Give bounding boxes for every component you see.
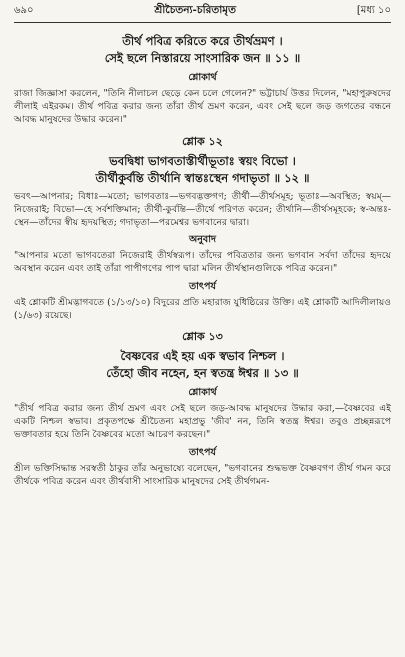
book-title: শ্রীচৈতন্য-চরিতামৃত [154,4,236,16]
sloka-12-translation: "আপনার মতো ভাগবতেরা নিজেরাই তীর্থস্বরূপ। তাঁদের পবিত্রতার জন্য ভগবান সর্বদা তাঁদের হৃদয়ে অবস্থান করেন এবং তাই তাঁরা পাপীগণের পাপ দ্বারা মলিন তীর্থস্থানগুলিকে পবিত্র করেন।" [14,250,391,275]
page-number: ৬৯০ [14,5,34,16]
sloka-12-line-2: তীর্থীকুর্বন্তি তীর্থানি স্বান্তঃস্থেন গদাভৃতা ॥ ১২ ॥ [95,170,310,185]
sloka-12-word-meaning: ভবৎ—আপনার; বিধাঃ—মতো; ভাগবতাঃ—ভগবদ্ভক্তগণ; তীর্থী—তীর্থসমূহ; ভূতাঃ—অবস্থিত; স্বয়ম্—নিজেরাই; বিভো—হে সর্বশক্তিমান; তীর্থী-কুর্বন্তি—তীর্থে পরিণত করেন; তীর্থানি—তীর্থসমূহকে; স্ব-অন্তঃ-স্থেন—তাঁদের স্বীয় হৃদয়স্থিত; গদাভৃতা—পরমেশ্বর ভগবানের দ্বারা। [14,190,391,229]
verse-11-meaning-heading: শ্লোকার্থ [188,72,217,83]
verse-11 [14,33,391,67]
section-label: [মধ্য ১০ [356,5,391,16]
sloka-13-purport: শ্রীল ভক্তিসিদ্ধান্ত সরস্বতী ঠাকুর তাঁর অনুভাষ্যে বলেছেন, "ভগবানের শুদ্ধভক্ত বৈষ্ণবগণ তীর্থ গমন করে তীর্থকে পবিত্র করেন এবং তীর্থবাসী সাংসারিক মানুষদের সেই তীর্থগমন- [14,462,391,487]
verse-11-line-1: তীর্থ পবিত্র করিতে করে তীর্থভ্রমণ । [122,34,283,48]
sloka-13-meaning-heading: শ্লোকার্থ [188,387,217,399]
sloka-13 [14,348,391,382]
sloka-12-purport-heading: তাৎপর্য [189,280,216,292]
page-header [14,6,391,23]
verse-11-meaning-text: রাজা জিজ্ঞাসা করলেন, "তিনি নীলাচল ছেড়ে কেন চলে গেলেন?" ভট্টাচার্য উত্তর দিলেন, "মহাপুরুষদের লীলাই এইরকম। তীর্থ পবিত্র করার জন্য তাঁরা তীর্থ ভ্রমণ করেন, এবং সেই ছলে জড় জগতের বন্ধনে আবদ্ধ মানুষদের উদ্ধার করেন।" [14,88,391,126]
sloka-13-heading: শ্লোক ১৩ [182,330,223,344]
sloka-12-line-1: ভবদ্বিধা ভাগবতাস্তীর্থীভূতাঃ স্বয়ং বিভো । [109,153,296,168]
verse-11-line-2: সেই ছলে নিস্তারয়ে সাংসারিক জন ॥ ১১ ॥ [104,51,301,65]
sloka-12-translation-heading: অনুবাদ [189,234,216,246]
sloka-13-line-2: তেঁহো জীব নহেন, হন স্বতন্ত্র ঈশ্বর ॥ ১৩ ॥ [106,366,299,381]
sloka-13-meaning: "তীর্থ পবিত্র করার জন্য তীর্থ ভ্রমণ এবং সেই ছলে জড়-আবদ্ধ মানুষদের উদ্ধার করা,—বৈষ্ণবের এই একটি নিশ্চল স্বভাব। প্রকৃতপক্ষে শ্রীচৈতন্য মহাপ্রভু 'জীব' নন, তিনি স্বতন্ত্র ঈশ্বর। তবুও প্রচ্ছন্নরূপে ভক্তাবতার হয়ে তিনি বৈষ্ণবের মতো আচরণ করছেন।" [14,403,391,441]
sloka-13-purport-heading: তাৎপর্য [189,446,216,458]
sloka-13-line-1: বৈষ্ণবের এই হয় এক স্বভাব নিশ্চল । [120,349,285,364]
sloka-12-heading: শ্লোক ১২ [182,134,223,148]
sloka-12 [14,153,391,187]
sloka-12-purport: এই শ্লোকটি শ্রীমদ্ভাগবতে (১/১৩/১০) বিদুরের প্রতি মহারাজ যুধিষ্ঠিরের উক্তি। এই শ্লোকটি আদিলীলায়ও (১/৬৩) রয়েছে। [14,296,391,321]
